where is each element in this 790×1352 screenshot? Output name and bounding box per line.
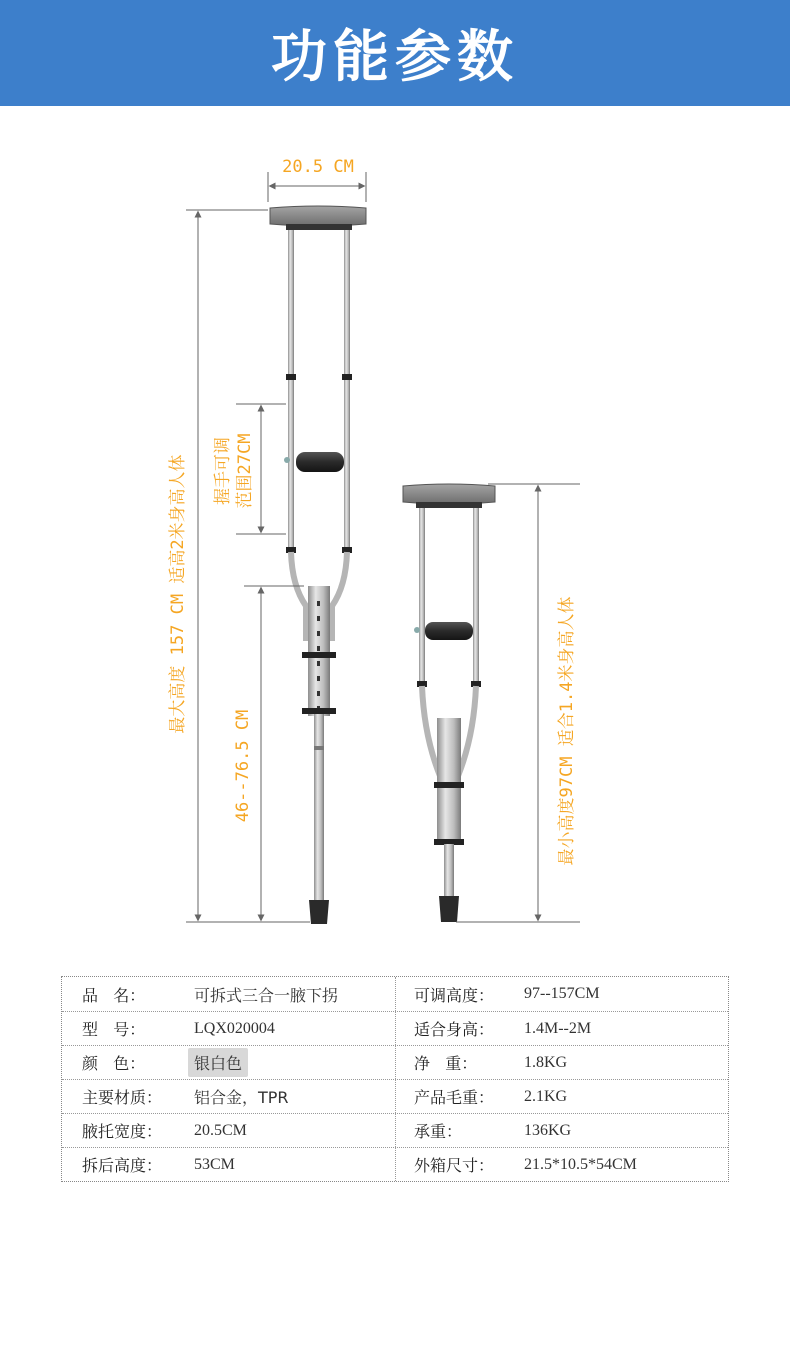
spec-value: 铝合金，TPR [194,1088,289,1107]
spec-value: 53CM [194,1155,235,1173]
min-height-label: 最小高度97CM 适合1.4米身高人体 [557,596,577,866]
crutch-diagram [0,106,790,966]
max-height-label: 最大高度 157 CM 适高2米身高人体 [168,454,188,734]
spec-table [61,976,729,1182]
table-row [62,1045,728,1079]
lower-range-label: 46--76.5 CM [233,709,253,823]
table-row [62,977,728,1011]
spec-label: 腋托宽度： [82,1122,163,1141]
top-width-label: 20.5 CM [282,157,354,177]
spec-value: 136KG [524,1121,572,1139]
spec-cell [62,1148,395,1181]
spec-cell [395,1046,728,1079]
header-banner [0,0,790,106]
large-crutch [270,206,366,924]
spec-label: 主要材质： [82,1088,163,1107]
spec-label: 净 重： [414,1054,478,1073]
spec-value: 2.1KG [524,1087,568,1105]
spec-value: 1.4M--2M [524,1019,592,1037]
grip-range-label-1: 握手可调 [213,437,233,505]
spec-label: 适合身高： [414,1020,495,1039]
spec-label: 可调高度： [414,985,495,1005]
spec-label: 外箱尺寸： [414,1156,495,1175]
spec-label: 品 名： [82,985,146,1005]
spec-label: 颜 色： [82,1054,146,1073]
crutch-illustration [0,106,790,966]
spec-cell [62,1080,395,1113]
spec-value: 银白色 [188,1048,248,1077]
spec-label: 承重： [414,1122,463,1141]
small-crutch [403,484,495,922]
page-title: 功能参数 [271,25,519,90]
spec-label: 型 号： [82,1020,146,1039]
spec-value: 可拆式三合一腋下拐 [194,985,339,1005]
spec-cell [62,1046,395,1079]
spec-value: 97--157CM [524,985,600,1002]
spec-value: 21.5*10.5*54CM [524,1155,637,1173]
spec-label: 拆后高度： [82,1156,163,1175]
spec-cell [395,1114,728,1147]
spec-value: 1.8KG [524,1053,568,1071]
spec-cell [62,1012,395,1045]
grip-range-label-2: 范围27CM [235,433,255,509]
table-row [62,1011,728,1045]
table-row [62,1079,728,1113]
spec-cell [395,1148,728,1181]
spec-cell [395,1012,728,1045]
table-row [62,1113,728,1147]
spec-cell [395,977,728,1011]
spec-cell [395,1080,728,1113]
spec-label: 产品毛重： [414,1088,495,1107]
spec-cell [62,977,395,1011]
spec-value: 20.5CM [194,1121,247,1139]
spec-value: LQX020004 [194,1019,275,1037]
table-row [62,1147,728,1181]
spec-cell [62,1114,395,1147]
